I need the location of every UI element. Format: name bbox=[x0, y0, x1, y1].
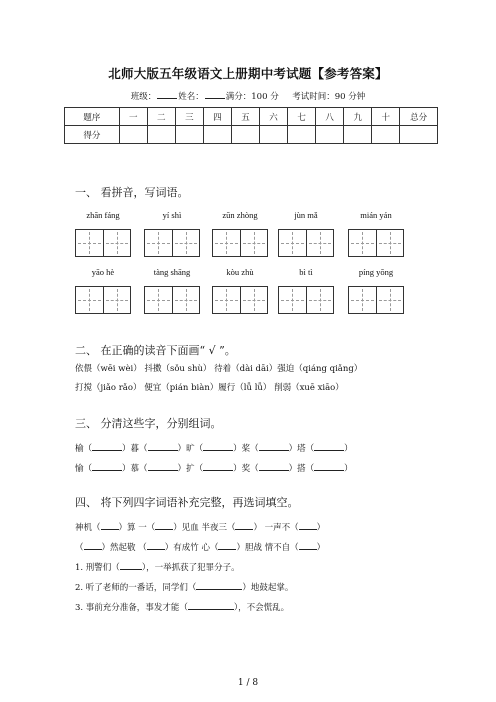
writing-box[interactable] bbox=[212, 286, 268, 314]
score-cell[interactable] bbox=[372, 126, 400, 144]
answer-blank[interactable] bbox=[92, 461, 122, 471]
section1-heading: 一、 看拼音，写词语。 bbox=[75, 186, 189, 199]
prompt-text: ）有成竹 bbox=[164, 543, 202, 553]
answer-blank[interactable] bbox=[188, 600, 234, 610]
prompt-text: 愉（ bbox=[75, 464, 93, 474]
writing-cell[interactable] bbox=[145, 230, 173, 256]
score-header-cell: 总分 bbox=[400, 108, 438, 126]
score-cell[interactable] bbox=[344, 126, 372, 144]
writing-cell[interactable] bbox=[307, 287, 334, 313]
writing-box[interactable] bbox=[75, 229, 131, 257]
writing-cell[interactable] bbox=[213, 287, 241, 313]
prompt-text: ） bbox=[177, 444, 187, 454]
writing-box[interactable] bbox=[278, 229, 334, 257]
writing-cell[interactable] bbox=[76, 287, 104, 313]
writing-cell[interactable] bbox=[349, 287, 377, 313]
prompt-text: ）见血 bbox=[173, 523, 202, 533]
answer-blank[interactable] bbox=[299, 540, 317, 550]
answer-blank[interactable] bbox=[314, 461, 344, 471]
pinyin-label: tàng shāng bbox=[153, 267, 191, 277]
prompt-text: （ bbox=[75, 543, 84, 553]
fill-question-3 bbox=[75, 600, 289, 613]
prompt-text: （ bbox=[138, 543, 147, 553]
score-header-cell: 五 bbox=[231, 108, 259, 126]
pinyin-label: bì tì bbox=[299, 267, 313, 277]
writing-cell[interactable] bbox=[241, 230, 268, 256]
answer-blank[interactable] bbox=[299, 520, 317, 530]
answer-blank[interactable] bbox=[259, 461, 289, 471]
prompt-text: 榆（ bbox=[75, 444, 93, 454]
pinyin-label: jùn mǎ bbox=[294, 210, 318, 220]
pronunciation-line-2: 打搅（jiǎo rǎo） 便宜（pián biàn）履行（lǚ lǚ） 削弱（xuē xiāo） bbox=[75, 383, 344, 393]
answer-blank[interactable] bbox=[92, 441, 122, 451]
score-cell[interactable] bbox=[231, 126, 259, 144]
prompt-text: 塔（ bbox=[297, 444, 315, 454]
prompt-text: 一声不（ bbox=[264, 523, 299, 533]
writing-box[interactable] bbox=[348, 229, 404, 257]
prompt-text: 情不自（ bbox=[264, 543, 299, 553]
word-group-line-1 bbox=[75, 441, 353, 454]
score-value-row bbox=[65, 126, 438, 144]
score-cell[interactable] bbox=[147, 126, 175, 144]
prompt-text: ）然起敬 bbox=[101, 543, 139, 553]
prompt-text: ） bbox=[233, 464, 242, 474]
score-header-cell: 四 bbox=[203, 108, 231, 126]
prompt-text: ），不会慌乱。 bbox=[233, 603, 290, 613]
score-header-cell: 七 bbox=[288, 108, 316, 126]
writing-box[interactable] bbox=[348, 286, 404, 314]
prompt-text: ）算 bbox=[118, 523, 139, 533]
score-header-cell: 十 bbox=[372, 108, 400, 126]
prompt-text: ） bbox=[316, 523, 326, 533]
exam-info: 班级： 姓名： 满分：100 分 考试时间：90 分钟 bbox=[0, 89, 496, 102]
answer-blank[interactable] bbox=[84, 540, 102, 550]
prompt-text: ），一举抓获了犯罪分子。 bbox=[141, 563, 240, 573]
score-header-cell: 二 bbox=[147, 108, 175, 126]
writing-cell[interactable] bbox=[173, 230, 200, 256]
prompt-text: ） bbox=[288, 444, 298, 454]
idiom-line-1 bbox=[75, 520, 325, 533]
writing-cell[interactable] bbox=[76, 230, 104, 256]
score-cell[interactable] bbox=[175, 126, 203, 144]
prompt-text: 慕（ bbox=[130, 464, 148, 474]
prompt-text: 神机（ bbox=[75, 523, 101, 533]
answer-blank[interactable] bbox=[203, 461, 233, 471]
writing-box[interactable] bbox=[144, 229, 200, 257]
pronunciation-line-1: 依偎（wēi wèi） 抖擞（sǒu shù） 待着（dài dāi）强迫（qiáng qiǎng） bbox=[75, 364, 363, 374]
writing-cell[interactable] bbox=[307, 230, 334, 256]
prompt-text: ）地鼓起掌。 bbox=[242, 583, 294, 593]
fill-question-1 bbox=[75, 560, 240, 573]
answer-blank[interactable] bbox=[203, 441, 233, 451]
prompt-text: ） bbox=[316, 543, 326, 553]
writing-cell[interactable] bbox=[173, 287, 200, 313]
prompt-text: ） bbox=[122, 464, 131, 474]
prompt-text: 桨（ bbox=[241, 444, 259, 454]
writing-cell[interactable] bbox=[377, 230, 404, 256]
prompt-text: 搭（ bbox=[297, 464, 315, 474]
answer-blank[interactable] bbox=[314, 441, 344, 451]
score-header-row bbox=[65, 108, 438, 126]
writing-cell[interactable] bbox=[279, 287, 307, 313]
prompt-text: 1. 刑警们（ bbox=[75, 563, 120, 573]
score-cell[interactable] bbox=[400, 126, 438, 144]
score-cell[interactable] bbox=[288, 126, 316, 144]
pinyin-label: yí shì bbox=[162, 210, 182, 220]
answer-blank[interactable] bbox=[218, 540, 236, 550]
page-number: 1 / 8 bbox=[237, 678, 259, 688]
score-cell[interactable] bbox=[316, 126, 344, 144]
prompt-text: ）胆战 bbox=[236, 543, 265, 553]
answer-blank[interactable] bbox=[148, 441, 178, 451]
answer-blank[interactable] bbox=[101, 520, 119, 530]
score-cell[interactable] bbox=[203, 126, 231, 144]
prompt-text: 半夜三（ bbox=[201, 523, 236, 533]
word-group-line-2 bbox=[75, 461, 353, 474]
prompt-text: ） bbox=[177, 464, 187, 474]
score-table bbox=[64, 107, 438, 144]
writing-cell[interactable] bbox=[104, 287, 131, 313]
score-header-cell: 三 bbox=[175, 108, 203, 126]
score-header-cell: 六 bbox=[260, 108, 288, 126]
section3-heading: 三、 分清这些字，分别组词。 bbox=[75, 417, 222, 430]
pinyin-label: zūn zhòng bbox=[222, 210, 258, 220]
page-title: 北师大版五年级语文上册期中考试题【参考答案】 bbox=[108, 66, 388, 81]
writing-cell[interactable] bbox=[377, 287, 404, 313]
class-blank bbox=[157, 89, 177, 99]
prompt-text: ） bbox=[344, 464, 353, 474]
score-row-label: 得分 bbox=[65, 126, 120, 144]
writing-box[interactable] bbox=[212, 229, 268, 257]
writing-cell[interactable] bbox=[279, 230, 307, 256]
writing-cell[interactable] bbox=[104, 230, 131, 256]
score-cell[interactable] bbox=[260, 126, 288, 144]
answer-blank[interactable] bbox=[120, 560, 142, 570]
idiom-line-2 bbox=[75, 540, 325, 553]
prompt-text: 3. 事前充分准备，事发才能（ bbox=[75, 603, 188, 613]
prompt-text: 暮（ bbox=[130, 444, 148, 454]
writing-cell[interactable] bbox=[349, 230, 377, 256]
prompt-text: 2. 听了老师的一番话，同学们（ bbox=[75, 583, 197, 593]
answer-blank[interactable] bbox=[148, 461, 178, 471]
writing-box[interactable] bbox=[75, 286, 131, 314]
prompt-text: 一（ bbox=[138, 523, 156, 533]
answer-blank[interactable] bbox=[155, 520, 173, 530]
answer-blank[interactable] bbox=[147, 540, 165, 550]
answer-blank[interactable] bbox=[259, 441, 289, 451]
score-header-cell: 题序 bbox=[65, 108, 120, 126]
section4-heading: 四、 将下列四字词语补充完整，再选词填空。 bbox=[75, 496, 299, 509]
prompt-text: 奖（ bbox=[241, 464, 259, 474]
writing-box[interactable] bbox=[144, 286, 200, 314]
writing-cell[interactable] bbox=[241, 287, 268, 313]
prompt-text: ） bbox=[233, 444, 242, 454]
pinyin-label: píng yōng bbox=[358, 267, 394, 277]
section2-heading: 二、 在正确的读音下面画“ √ ”。 bbox=[75, 344, 236, 357]
score-cell[interactable] bbox=[119, 126, 147, 144]
score-header-cell: 九 bbox=[344, 108, 372, 126]
writing-cell[interactable] bbox=[213, 230, 241, 256]
prompt-text: ） bbox=[288, 464, 298, 474]
answer-blank[interactable] bbox=[196, 580, 242, 590]
pinyin-label: kòu zhù bbox=[226, 267, 254, 277]
prompt-text: 心（ bbox=[201, 543, 219, 553]
score-header-cell: 八 bbox=[316, 108, 344, 126]
pinyin-label: yāo hè bbox=[91, 267, 115, 277]
prompt-text: 扩（ bbox=[186, 464, 204, 474]
prompt-text: ） bbox=[122, 444, 131, 454]
prompt-text: ） bbox=[253, 523, 265, 533]
answer-blank[interactable] bbox=[235, 520, 253, 530]
prompt-text: ） bbox=[344, 444, 353, 454]
writing-box[interactable] bbox=[278, 286, 334, 314]
fill-question-2 bbox=[75, 580, 293, 593]
pinyin-label: mián yán bbox=[360, 210, 392, 220]
pinyin-label: zhān fáng bbox=[86, 210, 120, 220]
prompt-text: 旷（ bbox=[186, 444, 204, 454]
writing-cell[interactable] bbox=[145, 287, 173, 313]
name-blank bbox=[205, 89, 225, 99]
score-header-cell: 一 bbox=[119, 108, 147, 126]
